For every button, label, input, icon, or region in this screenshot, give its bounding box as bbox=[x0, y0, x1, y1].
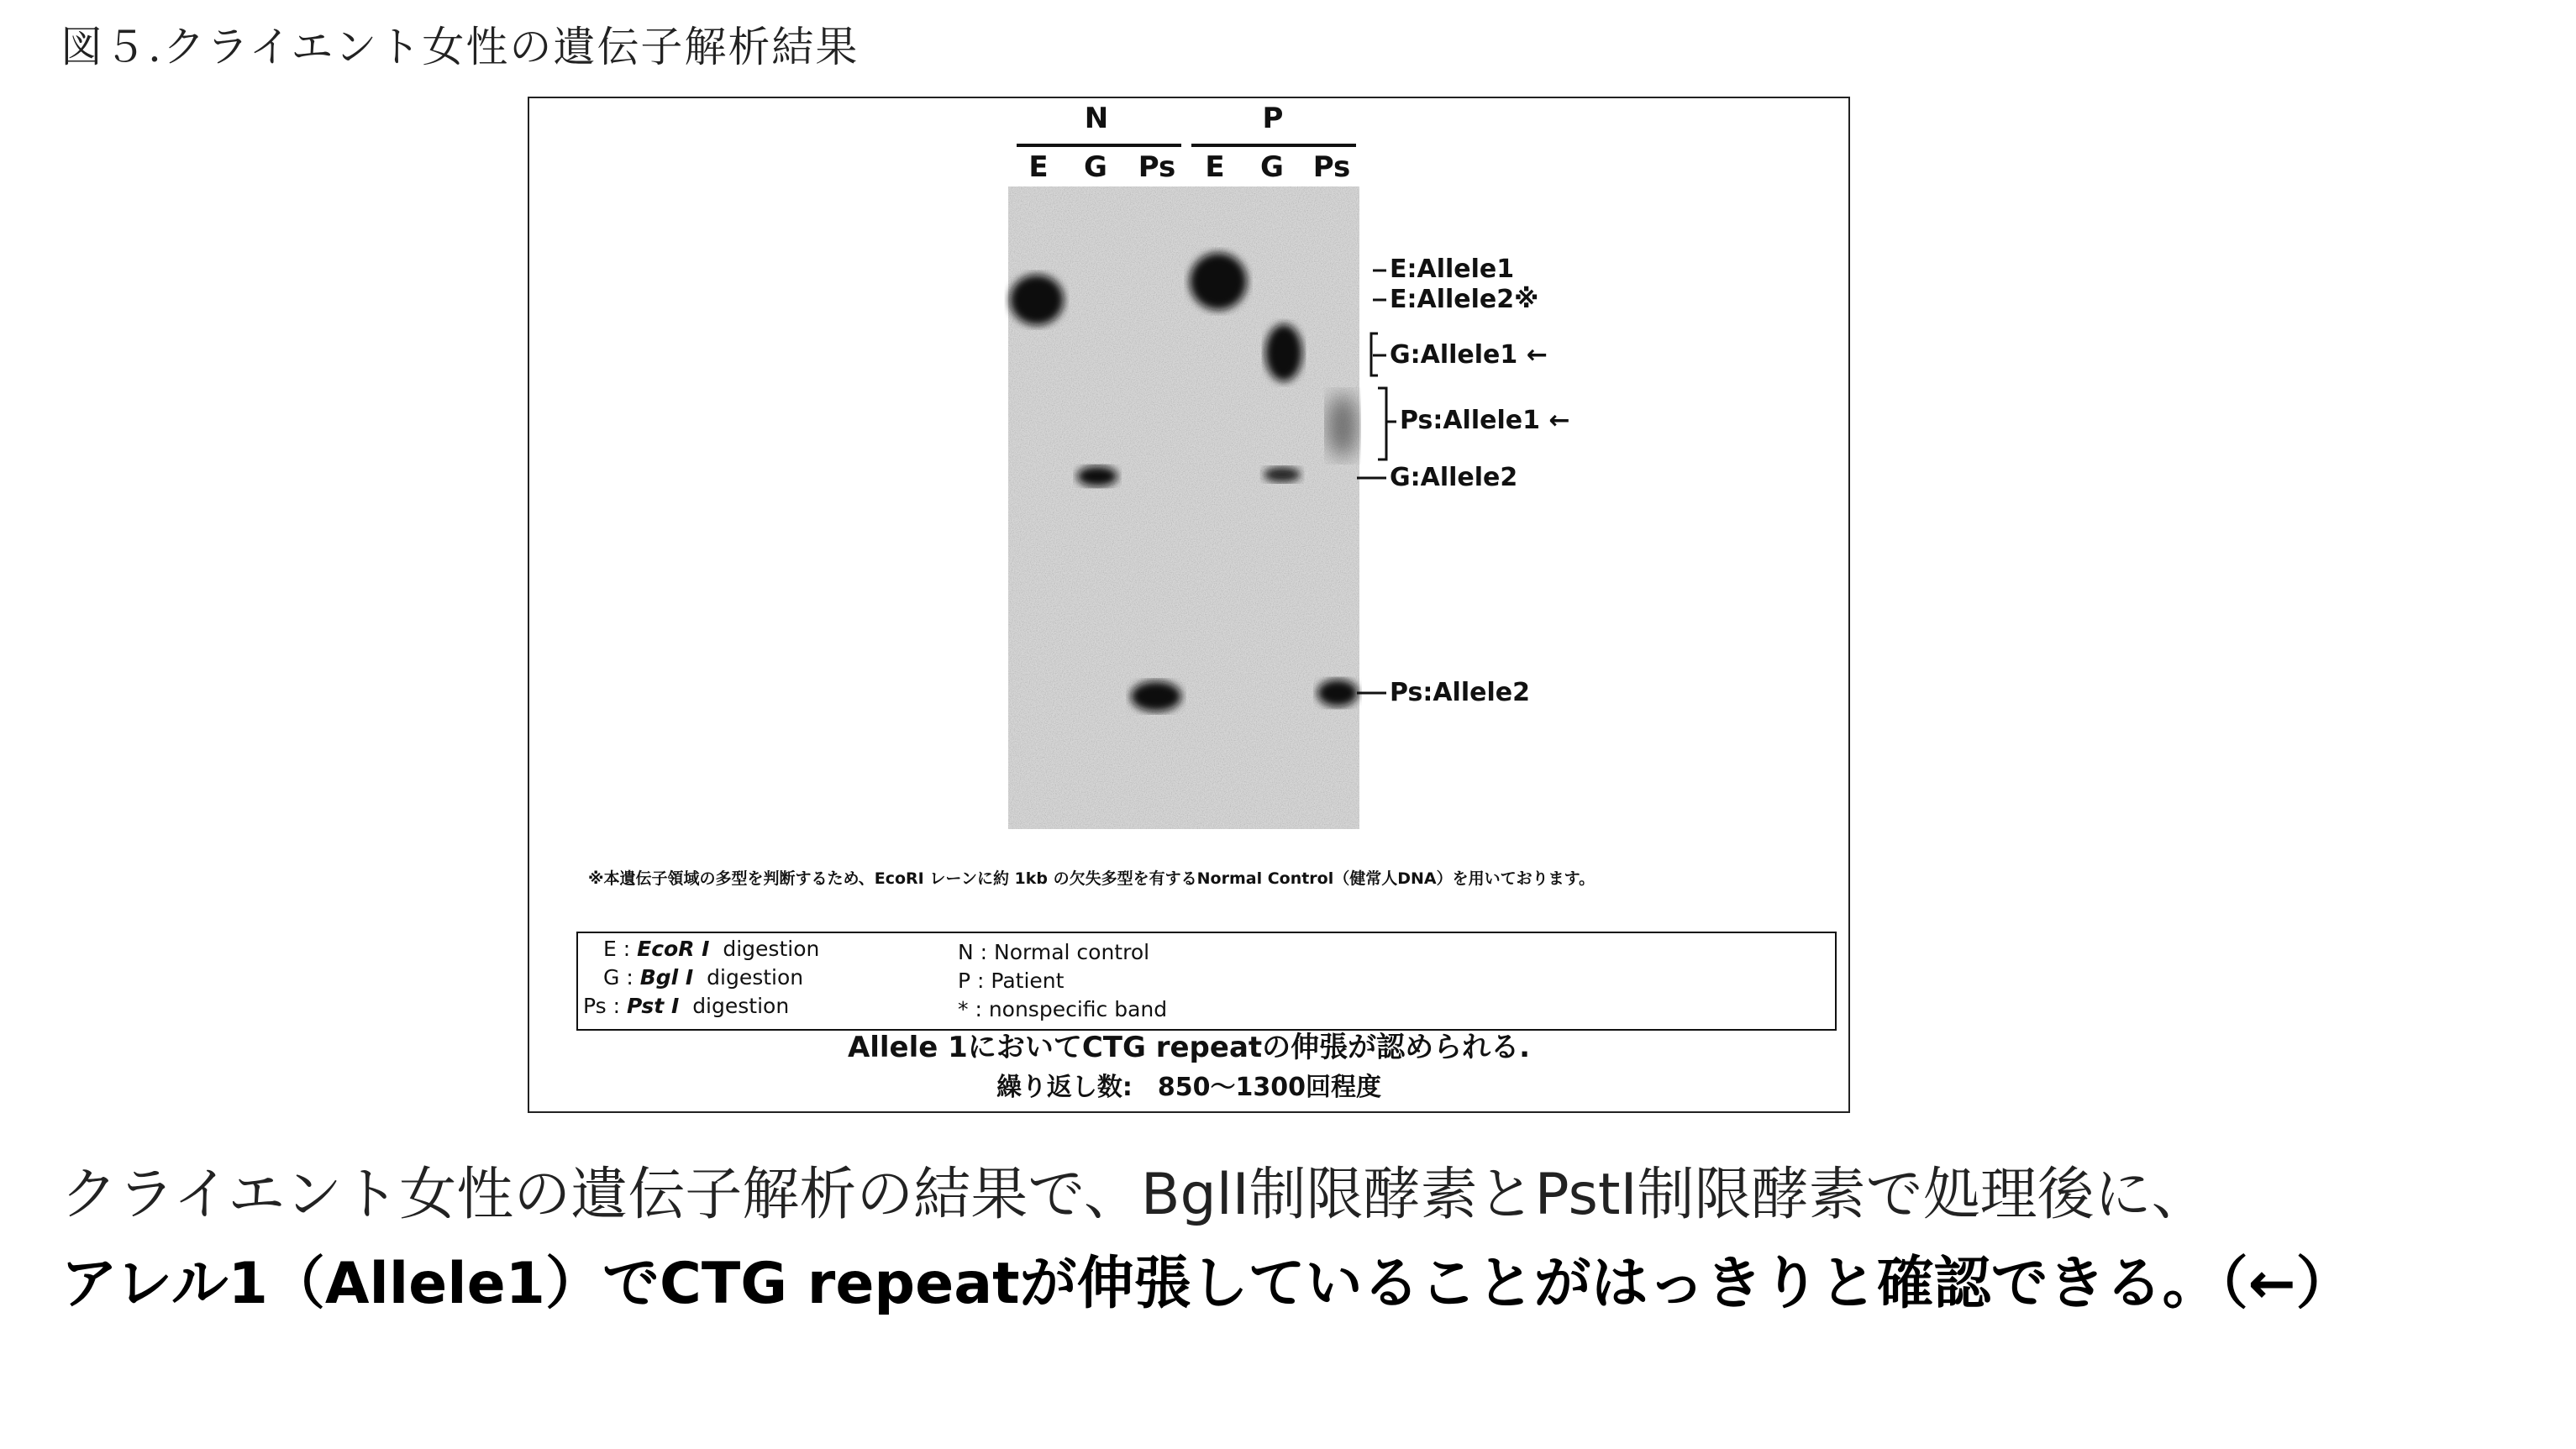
group-label-n: N bbox=[1084, 102, 1109, 135]
band-p-ps-allele2 bbox=[1317, 680, 1358, 706]
band-label-e-allele2: E:Allele2※ bbox=[1390, 285, 1539, 314]
legend-box bbox=[576, 932, 1837, 1031]
gel-image bbox=[529, 98, 1852, 921]
lane-label-n-e: E bbox=[1028, 150, 1049, 184]
band-p-g-allele2 bbox=[1264, 467, 1301, 482]
conclusion: Allele 1においてCTG repeatの伸張が認められる. bbox=[847, 1031, 1531, 1064]
legend-e: E : EcoR I digestion bbox=[603, 937, 820, 961]
gel-noise bbox=[1008, 186, 1359, 829]
lane-label-p-g: G bbox=[1260, 150, 1284, 184]
repeat-count: 繰り返し数: 850〜1300回程度 bbox=[996, 1073, 1382, 1102]
group-rule-p bbox=[1191, 144, 1356, 147]
bracket-ps-allele1 bbox=[1378, 388, 1386, 459]
group-rule-n bbox=[1017, 144, 1181, 147]
method-note: ※本遺伝子領域の多型を判断するため、EcoRI レーンに約 1kb の欠失多型を有するNormal Control（健常人DNA）を用いております。 bbox=[588, 869, 1596, 888]
band-p-e-allele1 bbox=[1190, 253, 1247, 310]
body-text-line1: クライエント女性の遺伝子解析の結果で、BglⅠ制限酵素とPstⅠ制限酵素で処理後に、 bbox=[60, 1162, 2209, 1228]
lane-label-p-e: E bbox=[1205, 150, 1225, 184]
band-label-ps-allele1: Ps:Allele1 ← bbox=[1400, 406, 1570, 435]
band-label-g-allele2: G:Allele2 bbox=[1390, 463, 1518, 492]
legend-star: * : nonspecific band bbox=[958, 997, 1168, 1021]
body-text-line2: アレル1（Allele1）でCTG repeatが伸張していることがはっきりと確認できる。（←） bbox=[60, 1251, 2353, 1317]
band-p-ps-allele1 bbox=[1327, 394, 1358, 458]
legend-g: G : Bgl I digestion bbox=[603, 965, 804, 990]
legend-ps: Ps : Pst I digestion bbox=[583, 994, 790, 1018]
figure-caption: 図５.クライエント女性の遺伝子解析結果 bbox=[60, 23, 860, 71]
lane-label-n-g: G bbox=[1084, 150, 1107, 184]
lane-label-p-ps: Ps bbox=[1312, 150, 1351, 184]
band-p-g-allele1 bbox=[1265, 324, 1302, 381]
band-n-g-allele2 bbox=[1077, 466, 1117, 486]
band-label-e-allele1: E:Allele1 bbox=[1390, 255, 1515, 284]
figure-box bbox=[528, 97, 1850, 1113]
band-n-ps-allele2 bbox=[1131, 681, 1181, 711]
legend-n: N : Normal control bbox=[958, 940, 1150, 964]
band-label-g-allele1: G:Allele1 ← bbox=[1390, 340, 1548, 370]
lane-label-n-ps: Ps bbox=[1138, 150, 1176, 184]
band-label-ps-allele2: Ps:Allele2 bbox=[1390, 678, 1530, 707]
group-label-p: P bbox=[1262, 102, 1284, 135]
band-n-e-allele2 bbox=[1010, 275, 1064, 325]
legend-p: P : Patient bbox=[958, 969, 1065, 993]
